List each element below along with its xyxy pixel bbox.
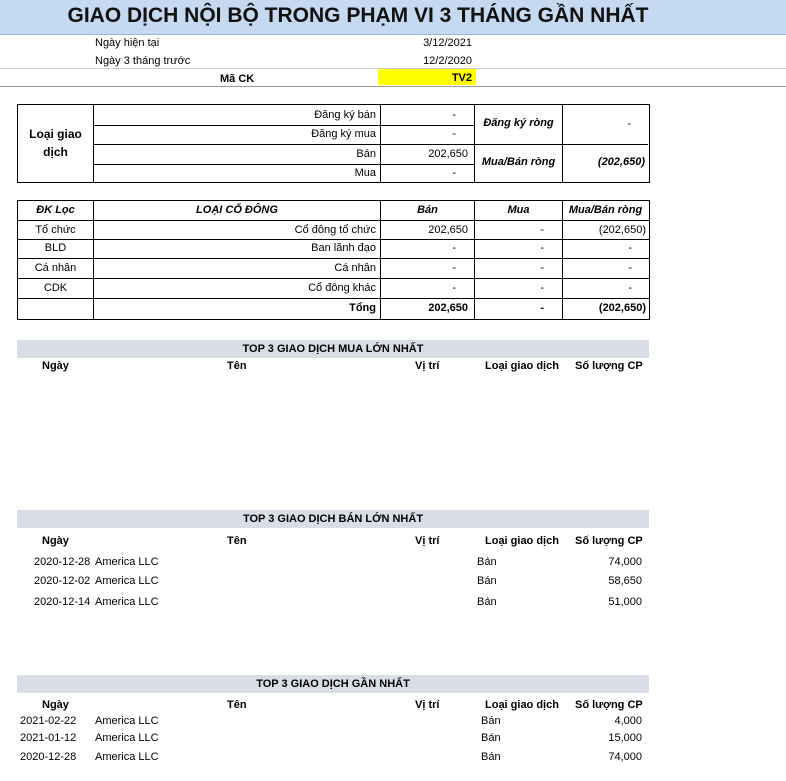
sell-row-name[interactable]: America LLC xyxy=(95,575,159,587)
col-type: Loại giao dịch xyxy=(485,535,559,547)
grid-line xyxy=(18,278,649,279)
row-filter[interactable]: CDK xyxy=(43,282,68,294)
row-sell: - xyxy=(452,242,456,254)
net-trade-label: Mua/Bán ròng xyxy=(481,156,556,168)
recent-row-name[interactable]: America LLC xyxy=(95,751,159,763)
prev-date-value[interactable]: 12/2/2020 xyxy=(423,55,472,67)
summary-label-register-buy: Đăng ký mua xyxy=(311,128,376,140)
ticker-value: TV2 xyxy=(451,72,472,84)
summary-row-label-line1: Loại giao xyxy=(29,127,82,141)
col-date: Ngày xyxy=(42,535,69,547)
row-buy: - xyxy=(540,224,544,236)
row-buy: - xyxy=(540,282,544,294)
recent-row-qty: 74,000 xyxy=(608,751,642,763)
summary-row-label-line2: dịch xyxy=(43,145,68,159)
grid-line xyxy=(475,144,648,145)
ticker-highlight[interactable] xyxy=(378,69,476,85)
row-sell: - xyxy=(452,282,456,294)
total-net: (202,650) xyxy=(598,302,646,314)
recent-row-date: 2020-12-28 xyxy=(20,751,77,763)
row-net: - xyxy=(628,262,632,274)
ticker-label: Mã CK xyxy=(220,73,255,85)
row-net: (202,650) xyxy=(598,224,646,236)
header-separator xyxy=(0,86,786,87)
row-gridline xyxy=(0,68,786,69)
row-filter[interactable]: BLD xyxy=(44,242,67,254)
summary-value-buy[interactable]: - xyxy=(452,167,456,179)
sell-row-type: Bán xyxy=(477,556,497,568)
grid-line xyxy=(94,144,475,145)
col-position: Vị trí xyxy=(415,699,440,711)
col-type: Loại giao dịch xyxy=(485,360,559,372)
sell-row-type: Bán xyxy=(477,575,497,587)
top-sell-title: TOP 3 GIAO DỊCH BÁN LỚN NHẤT xyxy=(242,513,424,525)
recent-row-name[interactable]: America LLC xyxy=(95,715,159,727)
summary-label-sell: Bán xyxy=(356,148,376,160)
sell-row-name[interactable]: America LLC xyxy=(95,556,159,568)
col-qty: Số lượng CP xyxy=(575,360,643,372)
sell-row-date: 2020-12-14 xyxy=(34,596,91,608)
col-header-sell: Bán xyxy=(417,204,438,216)
recent-row-qty: 4,000 xyxy=(614,715,642,727)
grid-line xyxy=(474,201,475,319)
grid-line xyxy=(18,298,649,299)
top-sell-header xyxy=(17,510,649,528)
prev-date-label: Ngày 3 tháng trước xyxy=(95,55,191,67)
sell-row-type: Bán xyxy=(477,596,497,608)
recent-row-type: Bán xyxy=(481,732,501,744)
total-buy: - xyxy=(540,302,544,314)
grid-line xyxy=(18,239,649,240)
grid-line xyxy=(18,258,649,259)
row-type: Cổ đông khác xyxy=(308,282,376,294)
row-net: - xyxy=(628,282,632,294)
recent-row-date: 2021-02-22 xyxy=(20,715,77,727)
col-date: Ngày xyxy=(42,699,69,711)
summary-value-register-sell[interactable]: - xyxy=(452,109,456,121)
sell-row-date: 2020-12-02 xyxy=(34,575,91,587)
col-name: Tên xyxy=(227,699,247,711)
col-header-filter: ĐK Lọc xyxy=(36,204,75,216)
sell-row-name[interactable]: America LLC xyxy=(95,596,159,608)
col-position: Vị trí xyxy=(415,535,440,547)
col-qty: Số lượng CP xyxy=(575,699,643,711)
sell-row-qty: 74,000 xyxy=(608,556,642,568)
row-filter[interactable]: Tổ chức xyxy=(35,224,76,236)
recent-row-date: 2021-01-12 xyxy=(20,732,77,744)
summary-label-buy: Mua xyxy=(354,167,376,179)
grid-line xyxy=(562,201,563,319)
sell-row-qty: 58,650 xyxy=(608,575,642,587)
col-name: Tên xyxy=(227,360,247,372)
net-registered-label: Đăng ký ròng xyxy=(483,117,554,129)
top-recent-title: TOP 3 GIAO DỊCH GẦN NHẤT xyxy=(256,678,410,690)
net-registered-value[interactable]: - xyxy=(627,118,631,130)
row-type: Cổ đông tổ chức xyxy=(294,224,376,236)
col-header-type: LOẠI CỔ ĐÔNG xyxy=(196,204,278,216)
recent-row-qty: 15,000 xyxy=(608,732,642,744)
recent-row-name[interactable]: America LLC xyxy=(95,732,159,744)
grid-line xyxy=(18,220,649,221)
current-date-value[interactable]: 3/12/2021 xyxy=(423,37,472,49)
row-buy: - xyxy=(540,262,544,274)
row-type: Cá nhân xyxy=(334,262,376,274)
row-buy: - xyxy=(540,242,544,254)
row-filter[interactable]: Cá nhân xyxy=(34,262,77,274)
col-qty: Số lượng CP xyxy=(575,535,643,547)
grid-line xyxy=(380,201,381,319)
summary-label-register-sell: Đăng ký bán xyxy=(314,109,376,121)
summary-value-register-buy[interactable]: - xyxy=(452,128,456,140)
sell-row-date: 2020-12-28 xyxy=(34,556,91,568)
recent-row-type: Bán xyxy=(481,751,501,763)
col-date: Ngày xyxy=(42,360,69,372)
row-sell: - xyxy=(452,262,456,274)
top-buy-header xyxy=(17,340,649,358)
col-header-net: Mua/Bán ròng xyxy=(568,204,643,216)
top-buy-title: TOP 3 GIAO DỊCH MUA LỚN NHẤT xyxy=(242,343,424,355)
total-label: Tổng xyxy=(349,302,376,314)
col-position: Vị trí xyxy=(415,360,440,372)
col-header-buy: Mua xyxy=(507,204,530,216)
col-type: Loại giao dịch xyxy=(485,699,559,711)
title-bar xyxy=(0,0,786,35)
grid-line xyxy=(93,201,94,319)
total-sell: 202,650 xyxy=(428,302,468,314)
summary-value-sell[interactable]: 202,650 xyxy=(428,148,468,160)
top-recent-header xyxy=(17,675,649,693)
row-net: - xyxy=(628,242,632,254)
net-trade-value[interactable]: (202,650) xyxy=(597,156,645,168)
grid-line xyxy=(94,125,475,126)
recent-row-type: Bán xyxy=(481,715,501,727)
grid-line xyxy=(94,164,475,165)
current-date-label: Ngày hiện tại xyxy=(95,37,160,49)
page-title: GIAO DỊCH NỘI BỘ TRONG PHẠM VI 3 THÁNG GẦN NHẤT xyxy=(67,4,649,27)
row-sell: 202,650 xyxy=(428,224,468,236)
row-type: Ban lãnh đạo xyxy=(311,242,376,254)
sell-row-qty: 51,000 xyxy=(608,596,642,608)
col-name: Tên xyxy=(227,535,247,547)
